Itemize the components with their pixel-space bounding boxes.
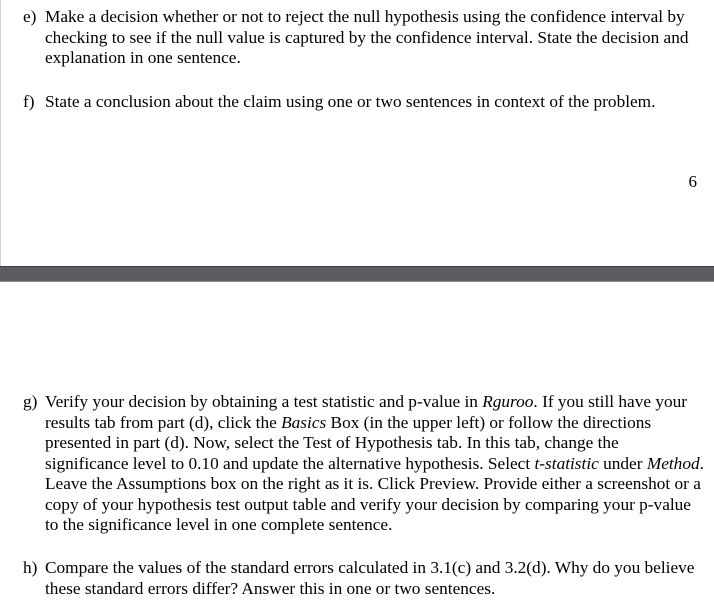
text-run: under — [598, 453, 647, 473]
question-marker: f) — [23, 92, 35, 111]
question-text: State a conclusion about the claim using one or two sentences in context of the problem. — [45, 92, 656, 111]
question-marker: g) — [23, 392, 38, 411]
question-text: Make a decision whether or not to reject the null hypothesis using the confidence interval by checking to see if the null value is captured by the confidence interval. State the decision and explanation in one sentence. — [45, 7, 689, 67]
text-run: . Leave the Assumptions box on the right as it is. Click Preview. Provide either a screenshot or a copy of your hypothesis test output table and verify your decision by comparing your p-value to the significance level in one complete sentence. — [45, 453, 704, 534]
question-marker: h) — [23, 558, 38, 577]
page-number: 6 — [688, 172, 697, 191]
statistic-name: t-statistic — [534, 453, 599, 473]
software-name: Rguroo — [482, 392, 534, 411]
box-name: Basics — [281, 412, 327, 432]
question-marker: e) — [23, 7, 37, 26]
question-e — [23, 7, 704, 69]
text-run: . If you still have your results tab from part (d), click the — [45, 392, 688, 432]
question-text — [45, 392, 704, 536]
question-text: Compare the values of the standard errors calculated in 3.1(c) and 3.2(d). Why do you believe these standard errors differ? Answer this in one or two sentences. — [45, 558, 695, 598]
question-h — [23, 558, 704, 599]
question-f — [23, 92, 704, 113]
text-run: Verify your decision by obtaining a test statistic and p-value in — [45, 392, 483, 411]
page-edge — [0, 0, 1, 266]
text-run: Box (in the upper left) or follow the directions presented in part (d). Now, select the Test of Hypothesis tab. In this tab, change the significance level to 0.10 and update the alternative hypothesis. Select — [45, 412, 652, 473]
page-break-divider — [0, 266, 714, 282]
question-g — [23, 392, 704, 536]
method-name: Method — [646, 453, 700, 473]
